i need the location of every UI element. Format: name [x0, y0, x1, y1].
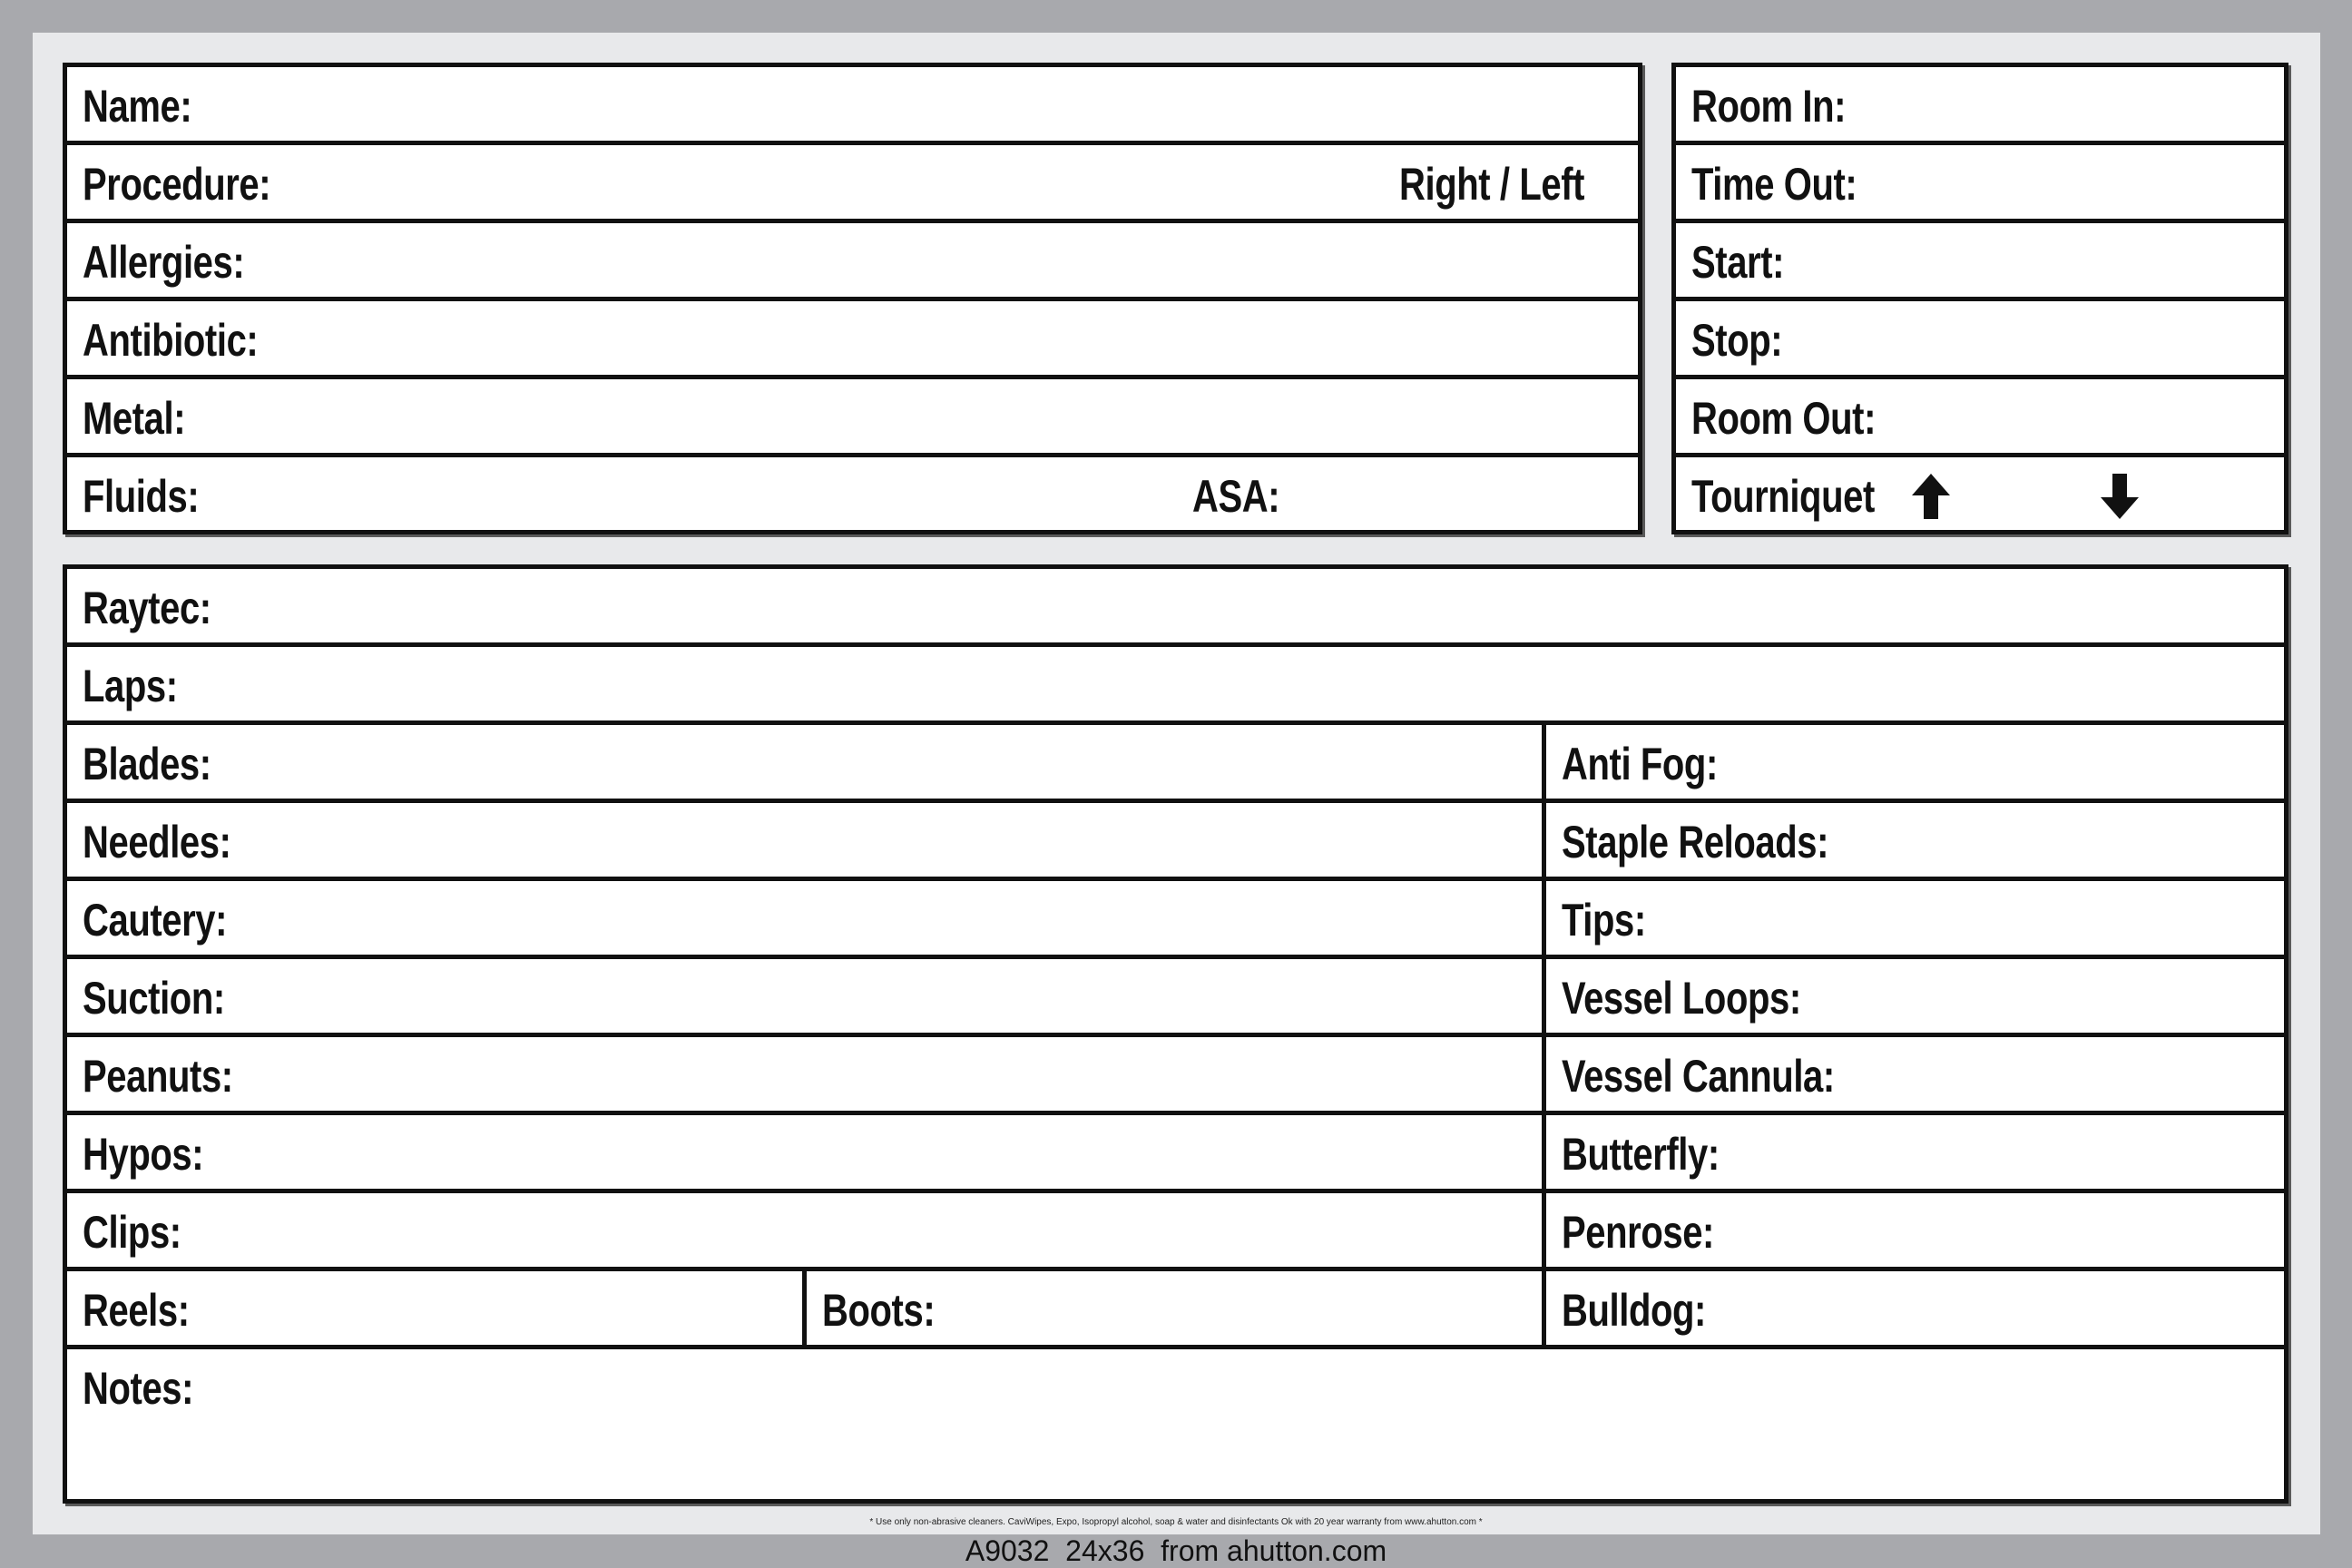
- staple-reloads-cell[interactable]: [1546, 803, 2284, 877]
- row-laps[interactable]: [67, 647, 2284, 725]
- row-raytec[interactable]: [67, 569, 2284, 647]
- penrose-label: Penrose:: [1562, 1207, 1714, 1258]
- row-cautery-tips: [67, 881, 2284, 959]
- cautery-cell[interactable]: [67, 881, 1546, 955]
- start-label: Start:: [1691, 237, 1785, 288]
- boots-label: Boots:: [822, 1285, 936, 1336]
- row-fluids[interactable]: [67, 457, 1638, 535]
- clips-label: Clips:: [83, 1207, 181, 1258]
- row-start[interactable]: [1676, 223, 2284, 301]
- times-panel: [1671, 63, 2288, 534]
- row-tourniquet[interactable]: [1676, 457, 2284, 535]
- penrose-cell[interactable]: [1546, 1193, 2284, 1267]
- raytec-label: Raytec:: [83, 583, 211, 633]
- time-out-label: Time Out:: [1691, 159, 1857, 210]
- counts-panel: [63, 564, 2288, 1504]
- needles-label: Needles:: [83, 817, 231, 867]
- row-room-out[interactable]: [1676, 379, 2284, 457]
- allergies-label: Allergies:: [83, 237, 245, 288]
- name-label: Name:: [83, 81, 192, 132]
- vessel-loops-label: Vessel Loops:: [1562, 973, 1801, 1024]
- reels-label: Reels:: [83, 1285, 190, 1336]
- row-blades-antifog: [67, 725, 2284, 803]
- reels-cell[interactable]: [67, 1271, 807, 1345]
- suction-label: Suction:: [83, 973, 225, 1024]
- tourniquet-label: Tourniquet: [1691, 471, 1875, 522]
- butterfly-cell[interactable]: [1546, 1115, 2284, 1189]
- row-reels-boots-bulldog: [67, 1271, 2284, 1349]
- peanuts-cell[interactable]: [67, 1037, 1546, 1111]
- butterfly-label: Butterfly:: [1562, 1129, 1720, 1180]
- cleaning-instructions: * Use only non-abrasive cleaners. CaviWipes, Expo, Isopropyl alcohol, soap & water and disinfectants Ok with 20 year warranty from www.ahutton.com *: [869, 1517, 1483, 1527]
- row-metal[interactable]: [67, 379, 1638, 457]
- product-footer: A9032 24x36 from ahutton.com: [965, 1534, 1387, 1567]
- row-suction-vessel-loops: [67, 959, 2284, 1037]
- row-needles-staples: [67, 803, 2284, 881]
- row-allergies[interactable]: [67, 223, 1638, 301]
- metal-label: Metal:: [83, 393, 186, 444]
- room-out-label: Room Out:: [1691, 393, 1877, 444]
- blades-cell[interactable]: [67, 725, 1546, 799]
- notes-label: Notes:: [83, 1363, 194, 1414]
- row-stop[interactable]: [1676, 301, 2284, 379]
- row-antibiotic[interactable]: [67, 301, 1638, 379]
- row-hypos-butterfly: [67, 1115, 2284, 1193]
- needles-cell[interactable]: [67, 803, 1546, 877]
- row-clips-penrose: [67, 1193, 2284, 1271]
- tips-label: Tips:: [1562, 895, 1646, 946]
- room-in-label: Room In:: [1691, 81, 1847, 132]
- asa-label: ASA:: [1192, 471, 1280, 522]
- hypos-label: Hypos:: [83, 1129, 204, 1180]
- blades-label: Blades:: [83, 739, 211, 789]
- vessel-cannula-cell[interactable]: [1546, 1037, 2284, 1111]
- row-name[interactable]: [67, 67, 1638, 145]
- row-notes[interactable]: [67, 1349, 2284, 1499]
- antibiotic-label: Antibiotic:: [83, 315, 259, 366]
- bulldog-cell[interactable]: [1546, 1271, 2284, 1345]
- stop-label: Stop:: [1691, 315, 1783, 366]
- arrow-up-icon: [1910, 472, 1952, 521]
- laps-label: Laps:: [83, 661, 178, 711]
- hypos-cell[interactable]: [67, 1115, 1546, 1189]
- row-procedure[interactable]: [67, 145, 1638, 223]
- tips-cell[interactable]: [1546, 881, 2284, 955]
- cautery-label: Cautery:: [83, 895, 228, 946]
- row-room-in[interactable]: [1676, 67, 2284, 145]
- row-time-out[interactable]: [1676, 145, 2284, 223]
- procedure-label: Procedure:: [83, 159, 271, 210]
- row-peanuts-vessel-cannula: [67, 1037, 2284, 1115]
- vessel-cannula-label: Vessel Cannula:: [1562, 1051, 1835, 1102]
- anti-fog-cell[interactable]: [1546, 725, 2284, 799]
- arrow-down-icon: [2099, 472, 2141, 521]
- fluids-label: Fluids:: [83, 471, 200, 522]
- anti-fog-label: Anti Fog:: [1562, 739, 1718, 789]
- bulldog-label: Bulldog:: [1562, 1285, 1706, 1336]
- boots-cell[interactable]: [807, 1271, 1546, 1345]
- suction-cell[interactable]: [67, 959, 1546, 1033]
- patient-info-panel: [63, 63, 1642, 534]
- vessel-loops-cell[interactable]: [1546, 959, 2284, 1033]
- peanuts-label: Peanuts:: [83, 1051, 233, 1102]
- side-label: Right / Left: [1399, 159, 1585, 210]
- clips-cell[interactable]: [67, 1193, 1546, 1267]
- staple-reloads-label: Staple Reloads:: [1562, 817, 1829, 867]
